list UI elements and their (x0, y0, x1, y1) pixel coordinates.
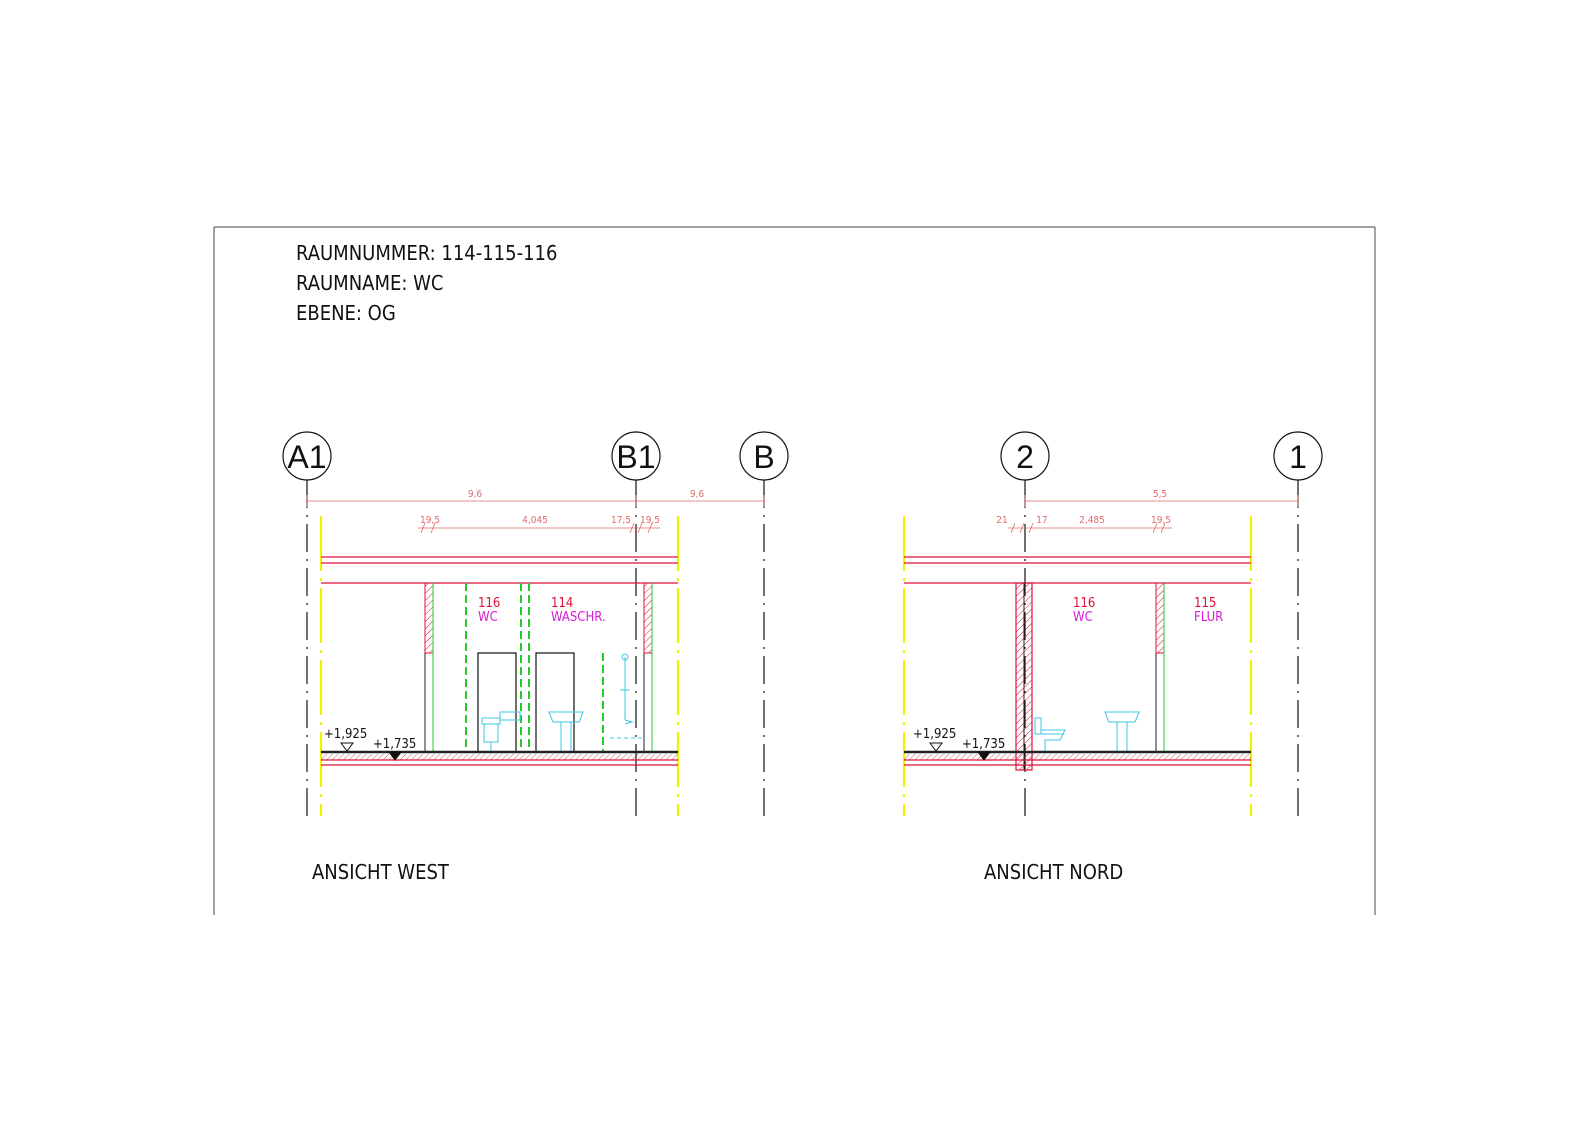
room-number-116: 116 (478, 596, 501, 611)
doors (478, 653, 574, 752)
svg-text:A1: A1 (287, 439, 327, 475)
room-name-wc: WC (478, 610, 498, 625)
title-block (296, 241, 557, 325)
floor-slab (321, 752, 678, 765)
svg-text:B1: B1 (616, 439, 656, 475)
ceiling-slab (321, 557, 678, 583)
room-name-label: RAUMNAME: WC (296, 271, 444, 295)
dim-west-2: 9,6 (689, 489, 705, 500)
dim-nord-inner-4: 19,5 (1150, 515, 1172, 526)
dim-nord-1: 5,5 (1152, 489, 1168, 500)
svg-text:B: B (753, 439, 775, 475)
dim-west-inner-1: 19,5 (419, 515, 441, 526)
svg-text:+1,925: +1,925 (913, 727, 957, 742)
yellow-edges (904, 516, 1251, 816)
room-number-115: 115 (1194, 596, 1217, 611)
svg-text:+1,735: +1,735 (962, 737, 1006, 752)
axis-lines (307, 480, 764, 820)
dim-nord-inner-1: 21 (996, 515, 1008, 526)
washbasin-icon (549, 712, 583, 752)
axis-marker-2 (1001, 432, 1049, 480)
dim-west-inner-3: 17,5 (610, 515, 632, 526)
svg-text:+1,735: +1,735 (373, 737, 417, 752)
toilet-icon (482, 712, 520, 752)
axis-marker-a1 (283, 432, 331, 480)
dim-west-1: 9,6 (467, 489, 483, 500)
axis-marker-b (740, 432, 788, 480)
room-number-114: 114 (551, 596, 574, 611)
svg-text:1: 1 (1289, 439, 1307, 475)
dim-nord-inner-2: 17 (1036, 515, 1048, 526)
dim-nord-inner-3: 2,485 (1079, 515, 1105, 526)
toilet-icon (1035, 718, 1065, 752)
svg-text:+1,925: +1,925 (324, 727, 368, 742)
level-marker-1925 (324, 727, 367, 751)
room-number-116: 116 (1073, 596, 1096, 611)
wall-section (425, 583, 652, 752)
level-label: EBENE: OG (296, 301, 396, 325)
view-nord (904, 432, 1322, 884)
dimension-lines (1008, 495, 1298, 533)
floor-slab (904, 752, 1251, 765)
room-name-waschr: WASCHR. (551, 610, 606, 625)
level-marker-1925 (913, 727, 956, 751)
room-name-flur: FLUR (1194, 610, 1224, 625)
room-name-wc: WC (1073, 610, 1093, 625)
svg-text:2: 2 (1016, 439, 1034, 475)
room-number-label: RAUMNUMMER: 114-115-116 (296, 241, 558, 265)
dimension-lines (307, 495, 764, 533)
dim-west-inner-2: 4,045 (522, 515, 548, 526)
washbasin-icon (1105, 712, 1139, 752)
sheet-frame (214, 227, 1375, 915)
view-nord-title: ANSICHT NORD (984, 860, 1124, 884)
yellow-edges (321, 516, 678, 816)
view-west (283, 432, 788, 884)
ceiling-slab (904, 557, 1251, 583)
axis-marker-b1 (612, 432, 660, 480)
shower-icon (610, 654, 642, 738)
axis-marker-1 (1274, 432, 1322, 480)
dim-west-inner-4: 19,5 (639, 515, 661, 526)
view-west-title: ANSICHT WEST (312, 860, 449, 884)
